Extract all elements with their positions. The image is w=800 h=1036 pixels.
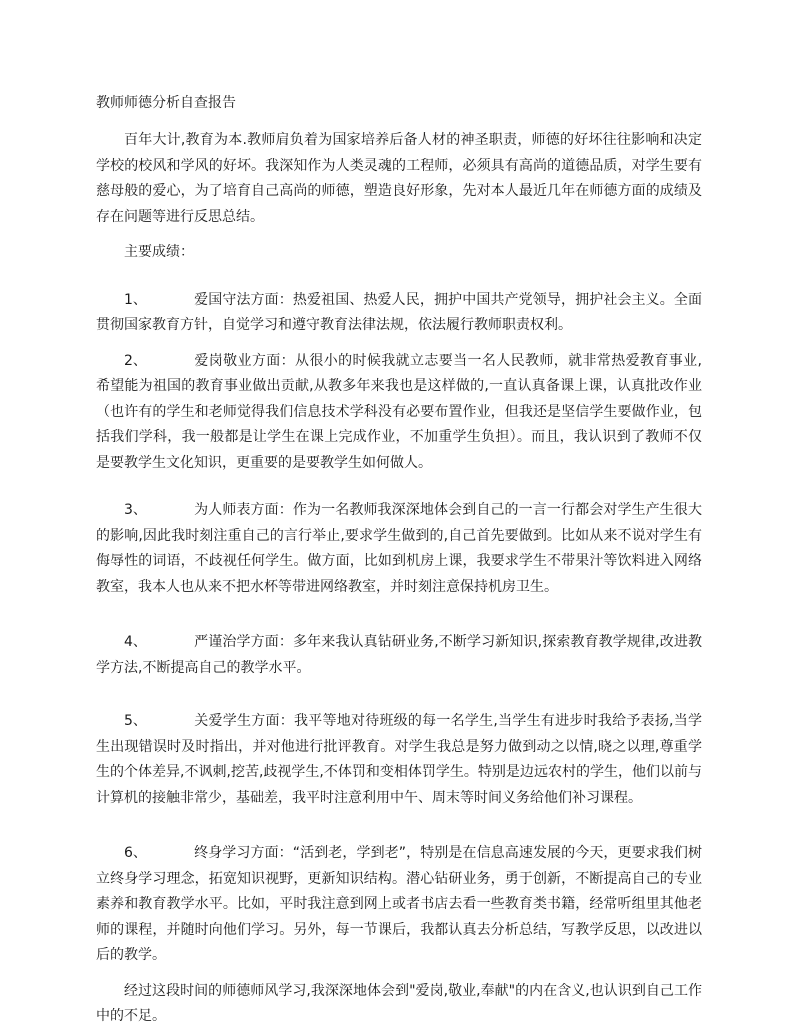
item-text: 关爱学生方面：我平等地对待班级的每一名学生,当学生有进步时我给予表扬,当学生出现错误时及时指出，并对他进行批评教育。对学生我总是努力做到动之以情,晓之以理,尊重学生的个体差异,不讽刺,挖苦,歧视学生,不体罚和变相体罚学生。特别是边远农村的学生，他们以前与计算机的接触非常少，基础差，我平时注意利用中午、周末等时间义务给他们补习课程。 [96, 712, 702, 806]
item-text: 爱国守法方面：热爱祖国、热爱人民，拥护中国共产党领导，拥护社会主义。全面贯彻国家教育方针，自觉学习和遵守教育法律法规，依法履行教师职责权利。 [96, 291, 702, 334]
section-heading: 主要成绩： [124, 244, 194, 261]
item-number: 1、 [124, 291, 147, 308]
document-title: 教师师德分析自查报告 [96, 95, 236, 111]
intro-paragraph: 百年大计,教育为本.教师肩负着为国家培养后备人材的神圣职责，师德的好坏往往影响和决定学校的校风和学风的好坏。我深知作为人类灵魂的工程师，必须具有高尚的道德品质，对学生要有慈母般的爱心，为了培育自己高尚的师德，塑造良好形象，先对本人最近几年在师德方面的成绩及存在问题等进行反思总结。 [96, 132, 702, 225]
item-number: 3、 [124, 502, 147, 519]
conclusion-paragraph: 经过这段时间的师德师风学习,我深深地体会到"爱岗,敬业,奉献"的内在含义,也认识到自己工作中的不足。 [96, 982, 702, 1025]
list-item-4 [96, 630, 702, 681]
item-text: 严谨治学方面：多年来我认真钻研业务,不断学习新知识,探索教育教学规律,改进教学方法,不断提高自己的教学水平。 [96, 634, 702, 676]
list-item-3 [96, 498, 702, 600]
list-item-6 [96, 841, 702, 969]
item-number: 2、 [124, 352, 147, 369]
item-text: 爱岗敬业方面：从很小的时候我就立志要当一名人民教师，就非常热爱教育事业,希望能为祖国的教育事业做出贡献,从教多年来我也是这样做的,一直认真备课上课，认真批改作业（也许有的学生和老师觉得我们信息技术学科没有必要布置作业，但我还是坚信学生要做作业，包括我们学科，我一般都是让学生在课上完成作业，不加重学生负担）。而且，我认识到了教师不仅是要教学生文化知识，更重要的是要教学生如何做人。 [96, 352, 702, 471]
list-item-2 [96, 349, 702, 477]
list-item-5 [96, 709, 702, 811]
item-text: 终身学习方面：“活到老，学到老”，特别是在信息高速发展的今天，更要求我们树立终身学习理念，拓宽知识视野，更新知识结构。潜心钻研业务，勇于创新，不断提高自己的专业素养和教育教学水平。比如，平时我注意到网上或者书店去看一些教育类书籍，经常听组里其他老师的课程，并随时向他们学习。另外，每一节课后，我都认真去分析总结，写教学反思，以改进以后的教学。 [96, 844, 702, 964]
list-item-1 [96, 288, 702, 339]
item-text: 为人师表方面：作为一名教师我深深地体会到自己的一言一行都会对学生产生很大的影响,因此我时刻注重自己的言行举止,要求学生做到的,自己首先要做到。比如从来不说对学生有侮辱性的词语，不歧视任何学生。做方面，比如到机房上课，我要求学生不带果汁等饮料进入网络教室，我本人也从来不把水杯等带进网络教室，并时刻注意保持机房卫生。 [96, 502, 702, 596]
item-number: 4、 [124, 634, 147, 651]
item-number: 6、 [124, 844, 147, 861]
item-number: 5、 [124, 712, 147, 729]
